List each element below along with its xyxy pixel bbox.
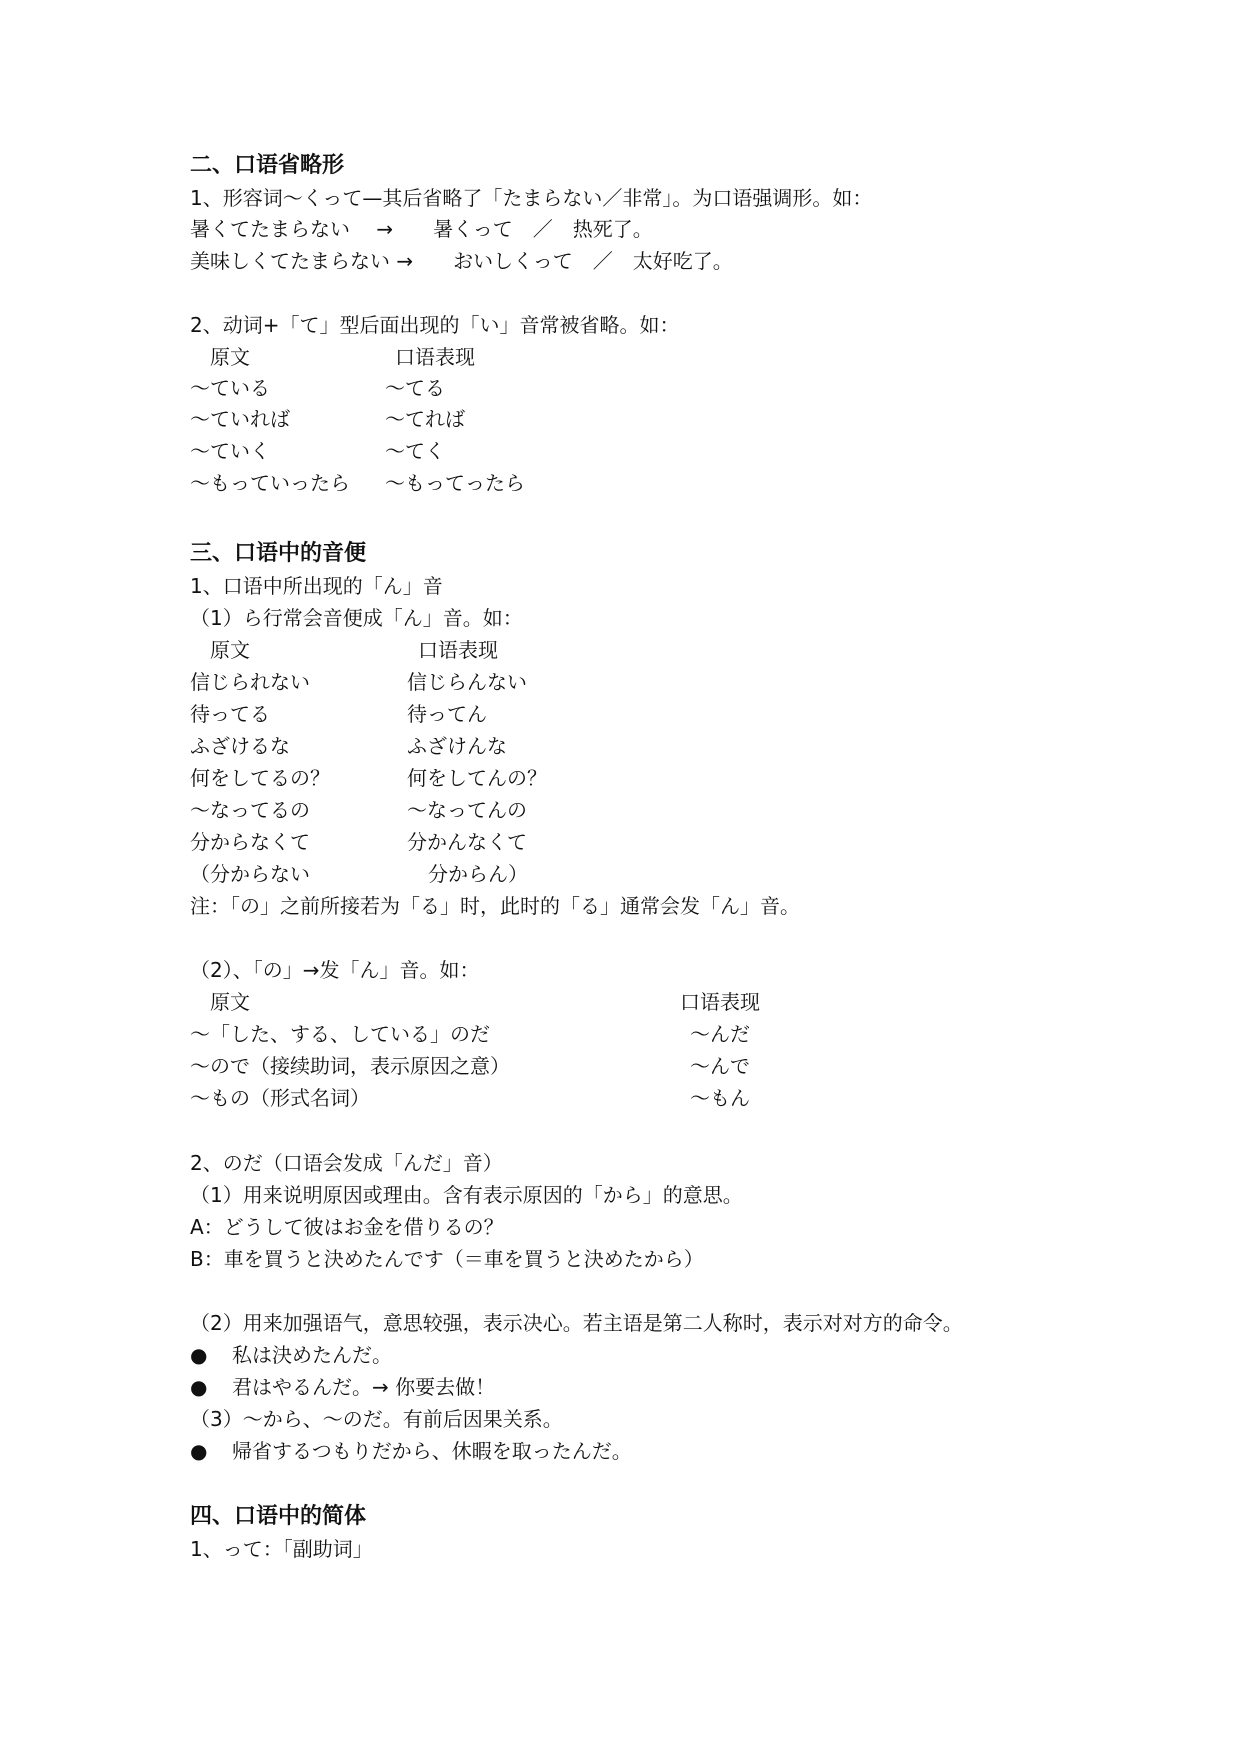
table-row <box>190 829 527 855</box>
spoken-form: 待ってん <box>407 702 487 726</box>
original-form: 何をしてるの？ <box>190 766 330 790</box>
original-form: ～「した、する、している」のだ <box>190 1022 490 1046</box>
paragraph: （2）用来加强语气，意思较强，表示决心。若主语是第二人称时，表示对对方的命令。 <box>190 1311 963 1335</box>
table-row <box>190 733 507 759</box>
original-form: ～もの（形式名词） <box>190 1086 370 1110</box>
paragraph: 2、动词+「て」型后面出现的「い」音常被省略。如： <box>190 313 680 337</box>
section-heading: 二、口语省略形 <box>190 153 345 178</box>
spoken-form: ～んで <box>690 1054 750 1078</box>
table-row <box>190 375 445 401</box>
spoken-form: 分からん） <box>428 862 528 886</box>
original-form: ～もっていったら <box>190 471 350 495</box>
list-item-text: 帰省するつもりだから、休暇を取ったんだ。 <box>232 1439 632 1463</box>
table-row <box>190 438 445 464</box>
bullet-icon: ● <box>190 1343 208 1367</box>
dialogue-line: A：どうして彼はお金を借りるの？ <box>190 1215 504 1239</box>
spoken-form: ふざけんな <box>407 734 507 758</box>
original-form: ～なってるの <box>190 798 310 822</box>
original-form: ～ので（接续助词，表示原因之意） <box>190 1054 510 1078</box>
section-heading: 四、口语中的简体 <box>190 1504 367 1529</box>
column-header-spoken: 口语表现 <box>395 345 475 369</box>
original-form: 信じられない <box>190 670 310 694</box>
table-row <box>190 406 465 432</box>
paragraph: （1）ら行常会音便成「ん」音。如： <box>190 606 523 630</box>
paragraph: 2、のだ（口语会发成「んだ」音） <box>190 1151 503 1175</box>
spoken-form: ～なってんの <box>407 798 527 822</box>
bullet-icon: ● <box>190 1375 208 1399</box>
bullet-icon: ● <box>190 1439 208 1463</box>
example-line: 美味しくてたまらない → おいしくって ／ 太好吃了。 <box>190 249 733 273</box>
list-item-text: 私は決めたんだ。 <box>232 1343 392 1367</box>
spoken-form: 信じらんない <box>407 670 527 694</box>
list-item-text: 君はやるんだ。→ 你要去做！ <box>232 1375 496 1399</box>
list-item <box>190 1342 392 1368</box>
list-item <box>190 1438 632 1464</box>
spoken-form: ～んだ <box>690 1022 750 1046</box>
original-form: 待ってる <box>190 702 270 726</box>
note: 注：「の」之前所接若为「る」时，此时的「る」通常会发「ん」音。 <box>190 894 800 918</box>
example-line: 暑くてたまらない → 暑くって ／ 热死了。 <box>190 217 653 241</box>
original-form: ～ている <box>190 376 270 400</box>
table-row <box>190 797 527 823</box>
table-header <box>190 344 475 370</box>
list-item <box>190 1374 496 1400</box>
paragraph: 1、って：「副助词」 <box>190 1537 373 1561</box>
table-header <box>190 989 760 1015</box>
paragraph: 1、口语中所出现的「ん」音 <box>190 574 443 598</box>
table-row <box>190 1021 750 1047</box>
table-row <box>190 701 487 727</box>
table-row <box>190 1085 750 1111</box>
column-header-original: 原文 <box>210 345 250 369</box>
spoken-form: 分かんなくて <box>407 830 527 854</box>
spoken-form: ～もん <box>690 1086 750 1110</box>
spoken-form: ～もってったら <box>385 471 525 495</box>
paragraph: （2）、「の」→发「ん」音。如： <box>190 958 480 982</box>
spoken-form: ～てる <box>385 376 445 400</box>
section-heading: 三、口语中的音便 <box>190 541 367 566</box>
column-header-spoken: 口语表现 <box>418 638 498 662</box>
paragraph: 1、形容词～くって—其后省略了「たまらない／非常」。为口语强调形。如： <box>190 186 873 210</box>
table-row <box>190 470 525 496</box>
table-row <box>190 765 547 791</box>
table-row <box>190 861 528 887</box>
dialogue-line: B：車を買うと決めたんです（＝車を買うと決めたから） <box>190 1247 704 1271</box>
paragraph: （3）～から、～のだ。有前后因果关系。 <box>190 1407 563 1431</box>
column-header-original: 原文 <box>210 990 250 1014</box>
spoken-form: ～てく <box>385 439 445 463</box>
column-header-spoken: 口语表现 <box>680 990 760 1014</box>
original-form: 分からなくて <box>190 830 310 854</box>
column-header-original: 原文 <box>210 638 250 662</box>
original-form: ～ていれば <box>190 407 290 431</box>
spoken-form: ～てれば <box>385 407 465 431</box>
original-form: （分からない <box>190 862 310 886</box>
table-header <box>190 637 498 663</box>
table-row <box>190 1053 750 1079</box>
table-row <box>190 669 527 695</box>
original-form: ～ていく <box>190 439 270 463</box>
spoken-form: 何をしてんの？ <box>407 766 547 790</box>
paragraph: （1）用来说明原因或理由。含有表示原因的「から」的意思。 <box>190 1183 743 1207</box>
original-form: ふざけるな <box>190 734 290 758</box>
